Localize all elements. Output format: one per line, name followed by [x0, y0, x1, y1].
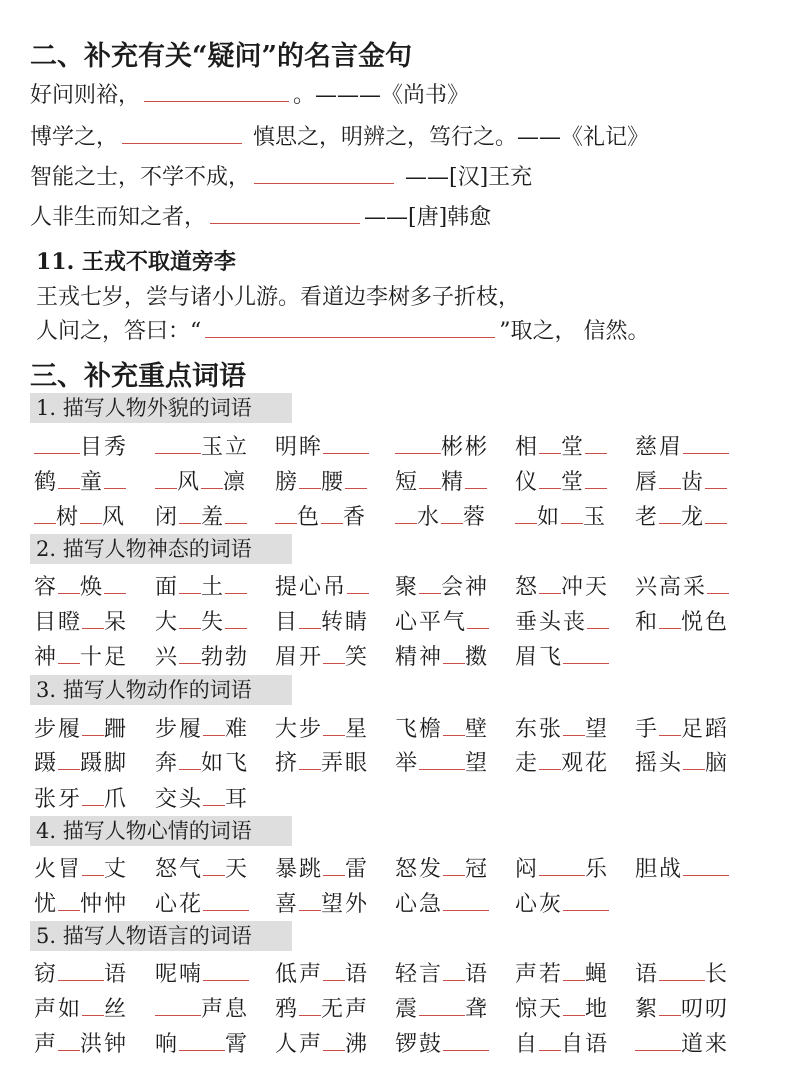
- fill-blank[interactable]: [323, 874, 345, 876]
- fill-blank[interactable]: [465, 487, 487, 489]
- quote-2-pre: 博学之，: [30, 125, 119, 150]
- fill-blank[interactable]: [539, 874, 585, 876]
- fill-blank[interactable]: [515, 522, 537, 524]
- vocab-item: 自 自语: [515, 1032, 610, 1057]
- story-line-2-post: ”取之， 信然。: [499, 319, 650, 344]
- vocab-item: 举 望: [395, 751, 490, 776]
- fill-blank[interactable]: [225, 627, 247, 629]
- vocab-item: 老 龙: [635, 500, 727, 531]
- vocab-item: 交头 耳: [155, 787, 250, 812]
- vocab-item: 彬彬: [395, 430, 489, 461]
- fill-blank[interactable]: [323, 1049, 345, 1051]
- fill-blank[interactable]: [587, 627, 609, 629]
- fill-blank[interactable]: [419, 487, 441, 489]
- vocab-item: 暴跳 雷: [275, 857, 370, 882]
- vocab-item: 大 失: [155, 605, 247, 636]
- fill-blank[interactable]: [659, 1014, 681, 1016]
- fill-blank[interactable]: [683, 874, 729, 876]
- vocab-item: 精神 擞: [395, 645, 490, 670]
- answer-blank[interactable]: [254, 182, 394, 184]
- vocab-item: 慈眉: [635, 430, 729, 461]
- vocab-item: 短 精: [395, 465, 487, 496]
- vocab-item: 张牙 爪: [34, 787, 129, 812]
- fill-blank[interactable]: [179, 592, 201, 594]
- vocab-item: 响 霄: [155, 1032, 250, 1057]
- fill-blank[interactable]: [179, 768, 201, 770]
- fill-blank[interactable]: [323, 734, 345, 736]
- vocab-item: 声若 蝇: [515, 962, 610, 987]
- fill-blank[interactable]: [419, 592, 441, 594]
- quote-1: [30, 78, 469, 109]
- vocab-item: 呢喃: [155, 957, 249, 988]
- fill-blank[interactable]: [443, 874, 465, 876]
- vocab-item: 大步 星: [275, 717, 370, 742]
- vocab-item: 心灰: [515, 887, 609, 918]
- fill-blank[interactable]: [179, 662, 201, 664]
- story-title: 11. 王戎不取道旁李: [36, 249, 236, 275]
- vocab-item: 絮 叨叨: [635, 997, 730, 1022]
- vocab-item: 和 悦色: [635, 610, 730, 635]
- vocab-item: 蹑 蹑脚: [34, 751, 129, 776]
- fill-blank[interactable]: [203, 874, 225, 876]
- fill-blank[interactable]: [563, 909, 609, 911]
- fill-blank[interactable]: [34, 522, 56, 524]
- vocab-item: 语 长: [635, 962, 730, 987]
- fill-blank[interactable]: [659, 627, 681, 629]
- fill-blank[interactable]: [441, 522, 463, 524]
- fill-blank[interactable]: [155, 1014, 201, 1016]
- fill-blank[interactable]: [321, 522, 343, 524]
- fill-blank[interactable]: [561, 522, 583, 524]
- category-expression: 2. 描写人物神态的词语: [30, 534, 292, 564]
- story-line-2: [36, 314, 650, 345]
- vocab-item: 心平气: [395, 605, 489, 636]
- fill-blank[interactable]: [705, 522, 727, 524]
- vocab-item: 心急: [395, 887, 489, 918]
- fill-blank[interactable]: [635, 1049, 681, 1051]
- fill-blank[interactable]: [203, 909, 249, 911]
- vocab-item: 目秀: [34, 430, 128, 461]
- quote-4: [30, 200, 491, 231]
- vocab-item: 水 蓉: [395, 500, 487, 531]
- vocab-item: 飞檐 壁: [395, 717, 490, 742]
- fill-blank[interactable]: [563, 662, 609, 664]
- section-3-title: 三、补充重点词语: [30, 361, 246, 392]
- fill-blank[interactable]: [82, 874, 104, 876]
- fill-blank[interactable]: [203, 804, 225, 806]
- fill-blank[interactable]: [539, 1049, 561, 1051]
- fill-blank[interactable]: [155, 487, 177, 489]
- fill-blank[interactable]: [705, 487, 727, 489]
- fill-blank[interactable]: [585, 487, 607, 489]
- vocab-item: 摇头 脑: [635, 751, 730, 776]
- quote-2-post: 慎思之，明辨之，笃行之。——《礼记》: [246, 125, 650, 150]
- fill-blank[interactable]: [539, 592, 561, 594]
- vocab-item: 提心吊: [275, 570, 369, 601]
- vocab-item: 人声 沸: [275, 1032, 370, 1057]
- fill-blank[interactable]: [225, 522, 247, 524]
- fill-blank[interactable]: [201, 487, 223, 489]
- fill-blank[interactable]: [58, 1049, 80, 1051]
- vocab-item: 鸦 无声: [275, 997, 370, 1022]
- vocab-item: 胆战: [635, 852, 729, 883]
- fill-blank[interactable]: [323, 979, 345, 981]
- vocab-item: 唇 齿: [635, 465, 727, 496]
- fill-blank[interactable]: [275, 522, 297, 524]
- fill-blank[interactable]: [585, 452, 607, 454]
- fill-blank[interactable]: [203, 734, 225, 736]
- story-line-1: 王戎七岁，尝与诸小儿游。看道边李树多子折枝，: [36, 285, 521, 310]
- category-appearance: 1. 描写人物外貌的词语: [30, 393, 292, 423]
- vocab-item: 目 转睛: [275, 610, 370, 635]
- fill-blank[interactable]: [443, 979, 465, 981]
- vocab-item: 闭 羞: [155, 500, 247, 531]
- fill-blank[interactable]: [467, 627, 489, 629]
- vocab-item: 树 风: [34, 500, 126, 531]
- fill-blank[interactable]: [104, 592, 126, 594]
- vocab-item: 兴高采: [635, 570, 729, 601]
- vocab-item: 轻言 语: [395, 962, 490, 987]
- vocab-item: 目瞪 呆: [34, 610, 129, 635]
- vocab-item: 垂头丧: [515, 605, 609, 636]
- fill-blank[interactable]: [82, 734, 104, 736]
- fill-blank[interactable]: [563, 1014, 585, 1016]
- fill-blank[interactable]: [539, 768, 561, 770]
- vocab-item: 面 土: [155, 570, 247, 601]
- fill-blank[interactable]: [563, 734, 585, 736]
- vocab-item: 步履 难: [155, 717, 250, 742]
- fill-blank[interactable]: [539, 487, 561, 489]
- vocab-item: 闷 乐: [515, 857, 610, 882]
- answer-blank[interactable]: [205, 336, 495, 338]
- fill-blank[interactable]: [58, 979, 104, 981]
- fill-blank[interactable]: [203, 979, 249, 981]
- vocab-item: 东张 望: [515, 717, 610, 742]
- answer-blank[interactable]: [144, 100, 289, 102]
- fill-blank[interactable]: [58, 592, 80, 594]
- vocab-item: 锣鼓: [395, 1027, 489, 1058]
- fill-blank[interactable]: [58, 662, 80, 664]
- vocab-item: 明眸: [275, 430, 369, 461]
- fill-blank[interactable]: [683, 452, 729, 454]
- fill-blank[interactable]: [82, 804, 104, 806]
- fill-blank[interactable]: [34, 452, 80, 454]
- vocab-item: 怒 冲天: [515, 575, 610, 600]
- fill-blank[interactable]: [82, 627, 104, 629]
- fill-blank[interactable]: [299, 1014, 321, 1016]
- vocab-item: 怒发 冠: [395, 857, 490, 882]
- vocab-item: 膀 腰: [275, 465, 367, 496]
- vocab-item: 火冒 丈: [34, 857, 129, 882]
- quote-2: [30, 120, 649, 151]
- fill-blank[interactable]: [299, 487, 321, 489]
- fill-blank[interactable]: [299, 909, 321, 911]
- fill-blank[interactable]: [179, 627, 201, 629]
- fill-blank[interactable]: [58, 909, 80, 911]
- fill-blank[interactable]: [443, 662, 465, 664]
- vocab-item: 手 足蹈: [635, 717, 730, 742]
- fill-blank[interactable]: [395, 522, 417, 524]
- fill-blank[interactable]: [659, 979, 705, 981]
- vocab-item: 喜 望外: [275, 892, 370, 917]
- vocab-item: 低声 语: [275, 962, 370, 987]
- vocab-item: 怒气 天: [155, 857, 250, 882]
- vocab-item: 相 堂: [515, 430, 607, 461]
- fill-blank[interactable]: [419, 768, 465, 770]
- answer-blank[interactable]: [210, 222, 360, 224]
- answer-blank[interactable]: [122, 142, 242, 144]
- fill-blank[interactable]: [80, 522, 102, 524]
- vocab-item: 仪 堂: [515, 465, 607, 496]
- fill-blank[interactable]: [443, 909, 489, 911]
- story-line-2-pre: 人问之，答曰：“: [36, 319, 202, 344]
- quote-1-post: 。———《尚书》: [293, 83, 470, 108]
- fill-blank[interactable]: [443, 734, 465, 736]
- quote-3-pre: 智能之士，不学不成，: [30, 165, 251, 190]
- category-speech: 5. 描写人物语言的词语: [30, 921, 292, 951]
- vocab-item: 惊天 地: [515, 997, 610, 1022]
- vocab-item: 步履 跚: [34, 717, 129, 742]
- vocab-item: 兴 勃勃: [155, 645, 250, 670]
- fill-blank[interactable]: [299, 768, 321, 770]
- fill-blank[interactable]: [82, 1014, 104, 1016]
- quote-4-post: ——[唐]韩愈: [364, 205, 492, 230]
- vocab-item: 心花: [155, 887, 249, 918]
- vocab-item: 如 玉: [515, 500, 607, 531]
- fill-blank[interactable]: [179, 1049, 225, 1051]
- quote-3: [30, 160, 532, 191]
- fill-blank[interactable]: [347, 592, 369, 594]
- vocab-item: 声息: [155, 992, 249, 1023]
- vocab-item: 声 洪钟: [34, 1032, 129, 1057]
- fill-blank[interactable]: [104, 487, 126, 489]
- fill-blank[interactable]: [419, 1014, 465, 1016]
- fill-blank[interactable]: [683, 768, 705, 770]
- vocab-item: 神 十足: [34, 645, 129, 670]
- vocab-item: 挤 弄眼: [275, 751, 370, 776]
- quote-4-pre: 人非生而知之者，: [30, 205, 207, 230]
- fill-blank[interactable]: [563, 979, 585, 981]
- quote-3-post: ——[汉]王充: [398, 165, 533, 190]
- section-2-title: 二、补充有关“疑问”的名言金句: [30, 41, 413, 72]
- vocab-item: 风 凛: [155, 465, 247, 496]
- vocab-item: 声如 丝: [34, 997, 129, 1022]
- vocab-item: 容 焕: [34, 570, 126, 601]
- category-mood: 4. 描写人物心情的词语: [30, 816, 292, 846]
- quote-1-pre: 好问则裕，: [30, 83, 141, 108]
- fill-blank[interactable]: [299, 627, 321, 629]
- fill-blank[interactable]: [58, 487, 80, 489]
- fill-blank[interactable]: [707, 592, 729, 594]
- vocab-item: 走 观花: [515, 751, 610, 776]
- fill-blank[interactable]: [225, 592, 247, 594]
- vocab-item: 色 香: [275, 500, 367, 531]
- vocab-item: 奔 如飞: [155, 751, 250, 776]
- fill-blank[interactable]: [659, 487, 681, 489]
- fill-blank[interactable]: [539, 452, 561, 454]
- fill-blank[interactable]: [155, 452, 201, 454]
- vocab-item: 眉飞: [515, 640, 609, 671]
- category-action: 3. 描写人物动作的词语: [30, 675, 292, 705]
- vocab-item: 道来: [635, 1027, 729, 1058]
- vocab-item: 玉立: [155, 430, 249, 461]
- vocab-item: 震 聋: [395, 997, 490, 1022]
- fill-blank[interactable]: [179, 522, 201, 524]
- fill-blank[interactable]: [345, 487, 367, 489]
- fill-blank[interactable]: [443, 1049, 489, 1051]
- vocab-item: 眉开 笑: [275, 645, 370, 670]
- fill-blank[interactable]: [659, 734, 681, 736]
- fill-blank[interactable]: [395, 452, 441, 454]
- vocab-item: 忧 忡忡: [34, 892, 129, 917]
- fill-blank[interactable]: [659, 522, 681, 524]
- vocab-item: 窃 语: [34, 962, 129, 987]
- vocab-item: 鹤 童: [34, 465, 126, 496]
- fill-blank[interactable]: [323, 452, 369, 454]
- fill-blank[interactable]: [58, 768, 80, 770]
- fill-blank[interactable]: [323, 662, 345, 664]
- vocab-item: 聚 会神: [395, 575, 490, 600]
